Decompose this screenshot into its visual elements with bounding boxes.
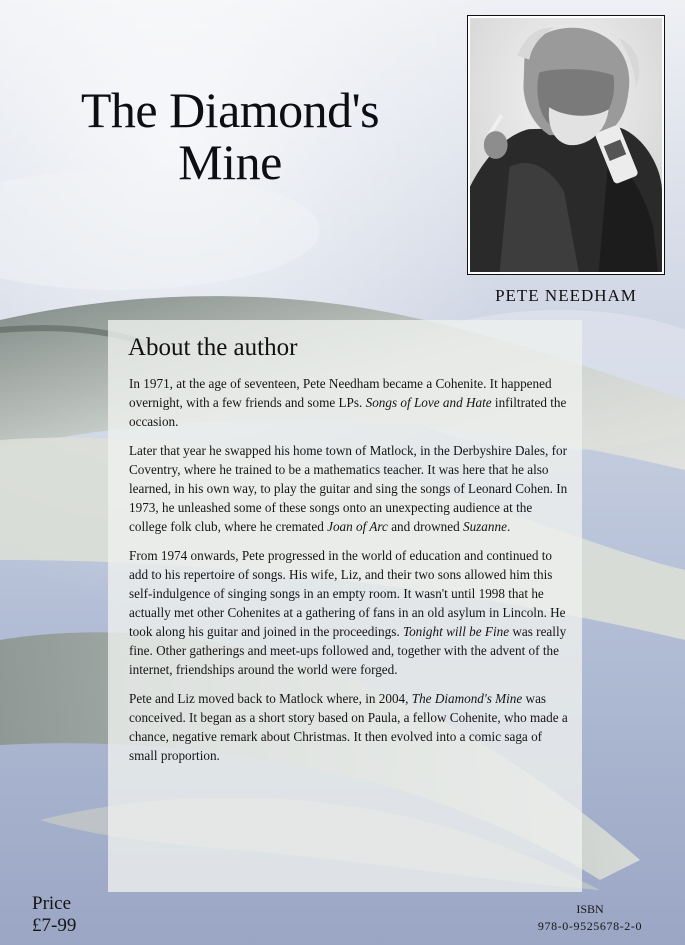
about-paragraph: [129, 374, 569, 431]
work-title: Songs of Love and Hate: [365, 395, 492, 410]
about-paragraph: [129, 546, 569, 679]
paragraph-text: was really fine. Other gatherings and meet-ups followed and, together with the advent of the internet, friendships around the world were forged.: [129, 624, 567, 677]
work-title: Tonight will be Fine: [402, 624, 510, 639]
paragraph-text: was conceived. It began as a short story based on Paula, a fellow Cohenite, who made a chance, negative remark about Christmas. It then evolved into a comic saga of small proportion.: [129, 691, 568, 763]
isbn-block: [510, 901, 670, 935]
isbn-value: 978-0-9525678-2-0: [537, 919, 643, 933]
book-title-line-1: The Diamond's: [80, 82, 380, 138]
author-name: PETE NEEDHAM: [495, 286, 637, 305]
about-body: [129, 374, 569, 775]
price-value: £7-99: [32, 915, 77, 936]
author-portrait-icon: [470, 18, 662, 272]
paragraph-text: Later that year he swapped his home town of Matlock, in the Derbyshire Dales, for Coventry, where he trained to be a mathematics teacher. It was here that he also learned, in his own way, to play the guitar and sing the songs of Leonard Cohen. In 1973, he unleashed some of these songs onto an unexpecting audience at the college folk club, where he cremated: [129, 443, 568, 534]
paragraph-text: and drowned: [387, 519, 463, 534]
about-heading: About the author: [128, 334, 298, 361]
book-title-line-2: Mine: [178, 134, 282, 190]
work-title: The Diamond's Mine: [411, 691, 523, 706]
paragraph-text: infiltrated the occasion.: [129, 395, 567, 429]
isbn-label: ISBN: [576, 902, 604, 916]
paragraph-text: .: [506, 519, 511, 534]
paragraph-text: Pete and Liz moved back to Matlock where, in 2004,: [129, 691, 412, 706]
work-title: Joan of Arc: [327, 519, 388, 534]
price-label: Price: [32, 893, 72, 914]
paragraph-text: From 1974 onwards, Pete progressed in the world of education and continued to add to his repertoire of songs. His wife, Liz, and their two sons allowed him this self-indulgence of singing songs in an empty room. It wasn't until 1998 that he actually met other Cohenites at a gathering of fans in an old asylum in Lincoln. He took along his guitar and joined in the proceedings.: [129, 548, 566, 639]
about-paragraph: [129, 689, 569, 765]
book-title: [20, 84, 440, 188]
about-paragraph: [129, 441, 569, 536]
price-block: [32, 893, 76, 937]
work-title: Suzanne: [462, 519, 507, 534]
paragraph-text: In 1971, at the age of seventeen, Pete Needham became a Cohenite. It happened overnight, with a few friends and some LPs.: [129, 376, 552, 410]
author-photo: [467, 15, 665, 275]
